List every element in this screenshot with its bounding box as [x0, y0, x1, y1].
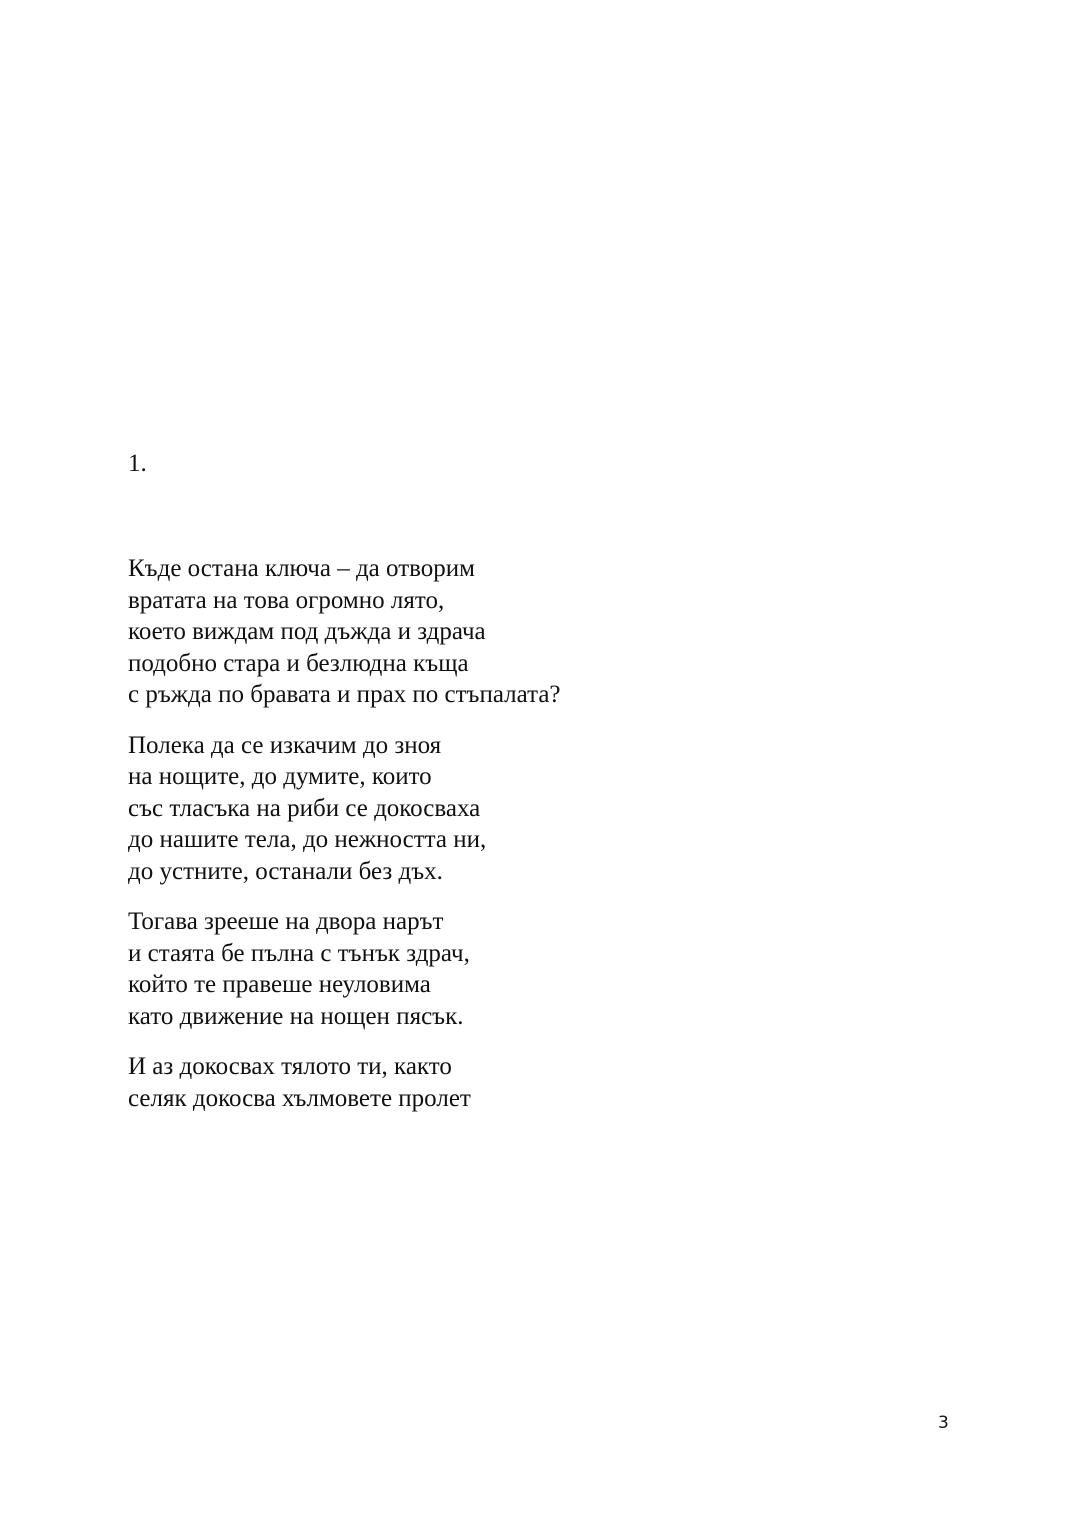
poem-line: който те правеше неуловима: [128, 971, 431, 998]
poem-line: на нощите, до думите, които: [128, 763, 432, 790]
poem-line: с ръжда по бравата и прах по стъпалата?: [128, 681, 561, 708]
poem-line: Полека да се изкачим до зноя: [128, 731, 442, 759]
poem-body: [128, 553, 928, 1133]
poem-line: и стаята бе пълна с тънък здрач,: [128, 939, 470, 967]
poem-line: подобно стара и безлюдна къща: [128, 649, 469, 677]
poem-line: селяк докосва хълмовете пролет: [128, 1084, 471, 1112]
poem-line: Къде остана ключа – да отворим: [128, 555, 475, 582]
poem-line: до устните, останали без дъх.: [128, 857, 443, 885]
poem-line: до нашите тела, до нежността ни,: [128, 826, 487, 853]
stanza-2: [128, 730, 928, 888]
poem-line: И аз докосвах тялото ти, както: [128, 1053, 452, 1080]
poem-number: 1.: [128, 450, 147, 477]
stanza-3: [128, 906, 928, 1032]
page-number: 3: [938, 1413, 949, 1433]
stanza-4: [128, 1051, 928, 1114]
poem-line: със тласъка на риби се докосваха: [128, 794, 481, 822]
poem-line: вратата на това огромно лято,: [128, 586, 445, 614]
poem-line: Тогава зрееше на двора нарът: [128, 908, 444, 935]
poem-line: което виждам под дъжда и здрача: [128, 618, 486, 645]
stanza-1: [128, 553, 928, 711]
poem-line: като движение на нощен пясък.: [128, 1002, 464, 1030]
